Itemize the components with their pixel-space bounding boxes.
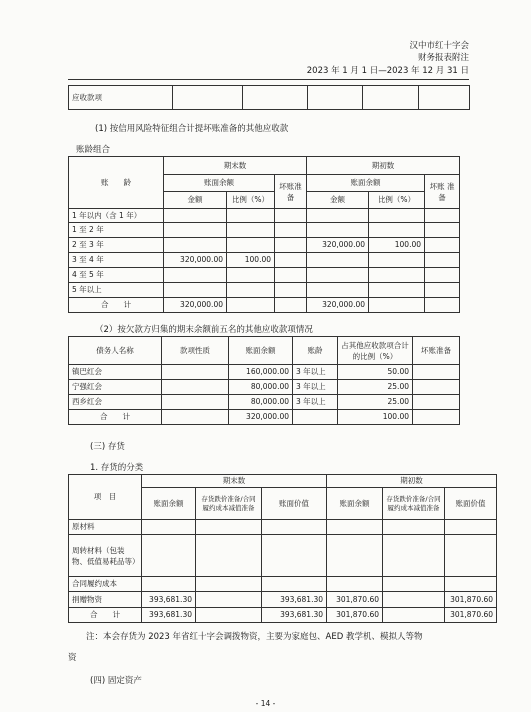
begin-amount-header: 金额 — [307, 192, 369, 209]
section1-title: (1) 按信用风险特征组合计提坏账准备的其他应收款 — [95, 124, 289, 134]
section2-title: （2）按欠款方归集的期末余额前五名的其他应收款项情况 — [95, 325, 313, 335]
aging-header: 账 龄 — [69, 157, 164, 209]
aging-label: 账龄组合 — [76, 145, 111, 155]
balance-header: 账面余额 — [229, 337, 293, 365]
aging-table — [68, 156, 460, 313]
receivable-row-table — [68, 85, 470, 110]
inventory-table — [68, 474, 497, 623]
table-row: 1 年以内（含 1 年） — [69, 209, 460, 223]
table-row: 西乡红会 80,000.00 3 年以上 25.00 — [69, 395, 460, 410]
table-row: 5 年以上 — [69, 283, 460, 298]
begin-ratio-header: 比例（%） — [369, 192, 425, 209]
table-row: 镇巴红会 160,000.00 3 年以上 50.00 — [69, 365, 460, 380]
begin-book-header: 账面余额 — [307, 175, 425, 192]
inv-begin-value-header: 账面价值 — [445, 488, 497, 520]
table-row: 2 至 3 年 320,000.00 100.00 — [69, 238, 460, 253]
begin-bad-header: 坏账 准备 — [425, 175, 460, 209]
table-row: 合 计 393,681.30 393,681.30 301,870.60 301,870.60 — [69, 608, 497, 623]
inv-begin-impair-header: 存货跌价准备/合同履约成本减值准备 — [383, 488, 445, 520]
end-bad-header: 坏账准备 — [275, 175, 307, 209]
aging-col-header: 账龄 — [293, 337, 338, 365]
receivable-label: 应收款项 — [69, 86, 173, 110]
inv-end-book-header: 账面余额 — [142, 488, 196, 520]
bad-debt-header: 坏账准备 — [413, 337, 460, 365]
end-amount-header: 金额 — [164, 192, 227, 209]
inv-end-impair-header: 存货跌价准备/合同履约成本减值准备 — [196, 488, 262, 520]
debtor-name-header: 债务人名称 — [69, 337, 162, 365]
inv-end-header: 期末数 — [142, 475, 327, 488]
end-ratio-header: 比例（%） — [227, 192, 275, 209]
section3-title: (三) 存货 — [90, 442, 125, 452]
debtor-table — [68, 336, 460, 425]
report-subtitle: 财务报表附注 — [417, 53, 469, 63]
table-row: 捐赠物资 393,681.30 393,681.30 301,870.60 301,870.60 — [69, 592, 497, 608]
inv-begin-header: 期初数 — [327, 475, 497, 488]
section3-subtitle: 1. 存货的分类 — [90, 463, 144, 473]
report-period: 2023 年 1 月 1 日—2023 年 12 月 31 日 — [306, 66, 469, 76]
table-row: 合同履约成本 — [69, 577, 497, 592]
section4-title: (四) 固定资产 — [90, 676, 142, 686]
inventory-note-cont: 资 — [68, 653, 77, 663]
org-name: 汉中市红十字会 — [409, 41, 469, 51]
table-row: 4 至 5 年 — [69, 268, 460, 283]
table-row: 周转材料（包装物、低值易耗品等） — [69, 535, 497, 577]
table-row: 合 计 320,000.00 100.00 — [69, 410, 460, 425]
end-period-header: 期末数 — [164, 157, 307, 175]
table-row: 宁强红会 80,000.00 3 年以上 25.00 — [69, 380, 460, 395]
table-row: 合 计 320,000.00 320,000.00 — [69, 298, 460, 313]
inv-end-value-header: 账面价值 — [262, 488, 327, 520]
end-book-header: 账面余额 — [164, 175, 275, 192]
inventory-note: 注：本会存货为 2023 年省红十字会调拨物资，主要为家庭包、AED 教学机、模拟人等物 — [86, 632, 423, 642]
ratio-header: 占其他应收款项合计的比例（%） — [338, 337, 413, 365]
table-row: 1 至 2 年 — [69, 223, 460, 238]
table-row: 3 至 4 年 320,000.00 100.00 — [69, 253, 460, 268]
nature-header: 款项性质 — [162, 337, 229, 365]
table-row: 原材料 — [69, 520, 497, 535]
page-number: - 14 - — [255, 699, 276, 708]
begin-period-header: 期初数 — [307, 157, 460, 175]
header-rule — [68, 79, 469, 80]
item-header: 项 目 — [69, 475, 142, 520]
inv-begin-book-header: 账面余额 — [327, 488, 383, 520]
